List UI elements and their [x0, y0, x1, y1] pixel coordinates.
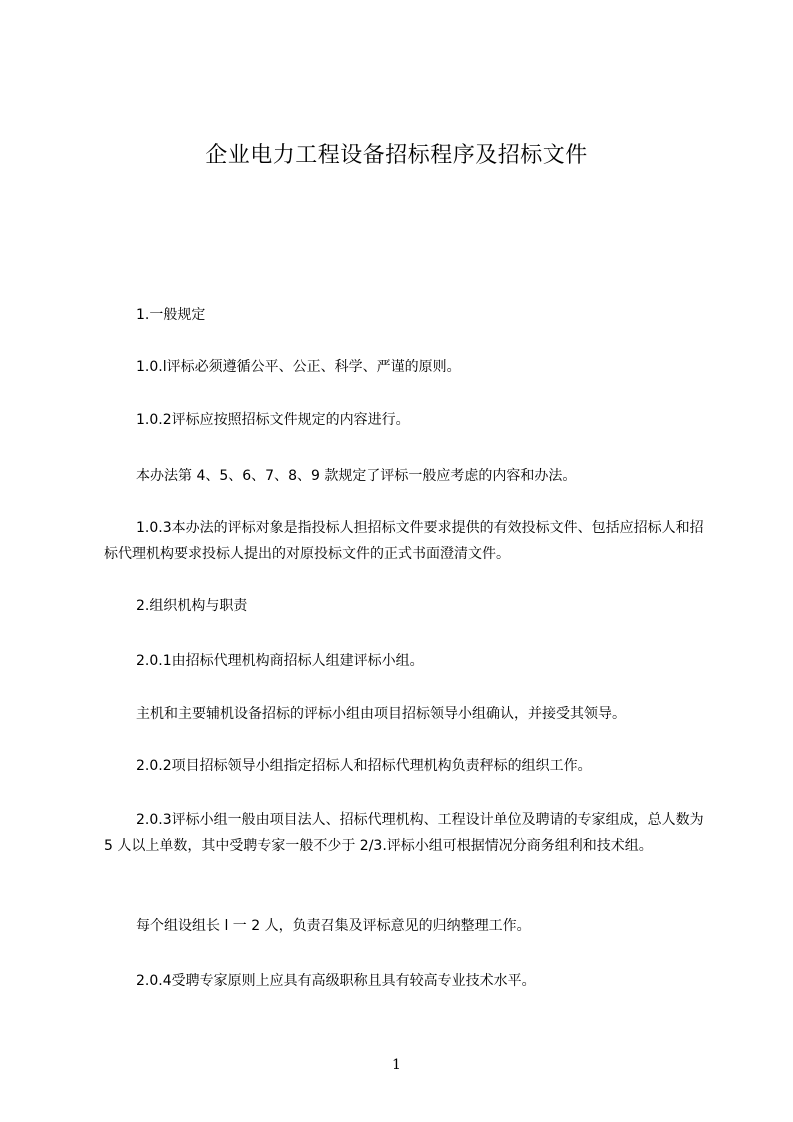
paragraph-3: 1.0.2评标应按照招标文件规定的内容进行。	[136, 412, 410, 428]
paragraph-9: 2.0.2项目招标领导小组指定招标人和招标代理机构负责秤标的组织工作。	[136, 758, 592, 774]
paragraph-11: 每个组设组长 l 一 2 人，负责召集及评标意见的归纳整理工作。	[136, 918, 531, 934]
paragraph-6: 2.组织机构与职责	[136, 598, 248, 614]
paragraph-4: 本办法第 4、5、6、7、8、9 款规定了评标一般应考虑的内容和办法。	[136, 468, 577, 484]
paragraph-5: 1.0.3本办法的评标对象是指投标人担招标文件要求提供的有效投标文件、包括应招标人和招标代理机构要求投标人提出的对原投标文件的正式书面澄清文件。	[104, 520, 704, 562]
paragraph-7: 2.0.1由招标代理机构商招标人组建评标小组。	[136, 653, 424, 669]
paragraph-2: 1.0.l评标必须遵循公平、公正、科学、严谨的原则。	[136, 359, 461, 375]
paragraph-8: 主机和主要辅机设备招标的评标小组由项目招标领导小组确认，并接受其领导。	[136, 706, 626, 722]
page-number: 1	[392, 1057, 401, 1073]
paragraph-12: 2.0.4受聘专家原则上应具有高级职称且具有较高专业技术水平。	[136, 973, 536, 989]
paragraph-10: 2.0.3评标小组一般由项目法人、招标代理机构、工程设计单位及聘请的专家组成，总人数为 5 人以上单数，其中受聘专家一般不少于 2/3.评标小组可根据情况分商务组利和技术组。	[104, 812, 709, 854]
paragraph-1: 1.一般规定	[136, 307, 206, 323]
document-title: 企业电力工程设备招标程序及招标文件	[205, 143, 588, 168]
